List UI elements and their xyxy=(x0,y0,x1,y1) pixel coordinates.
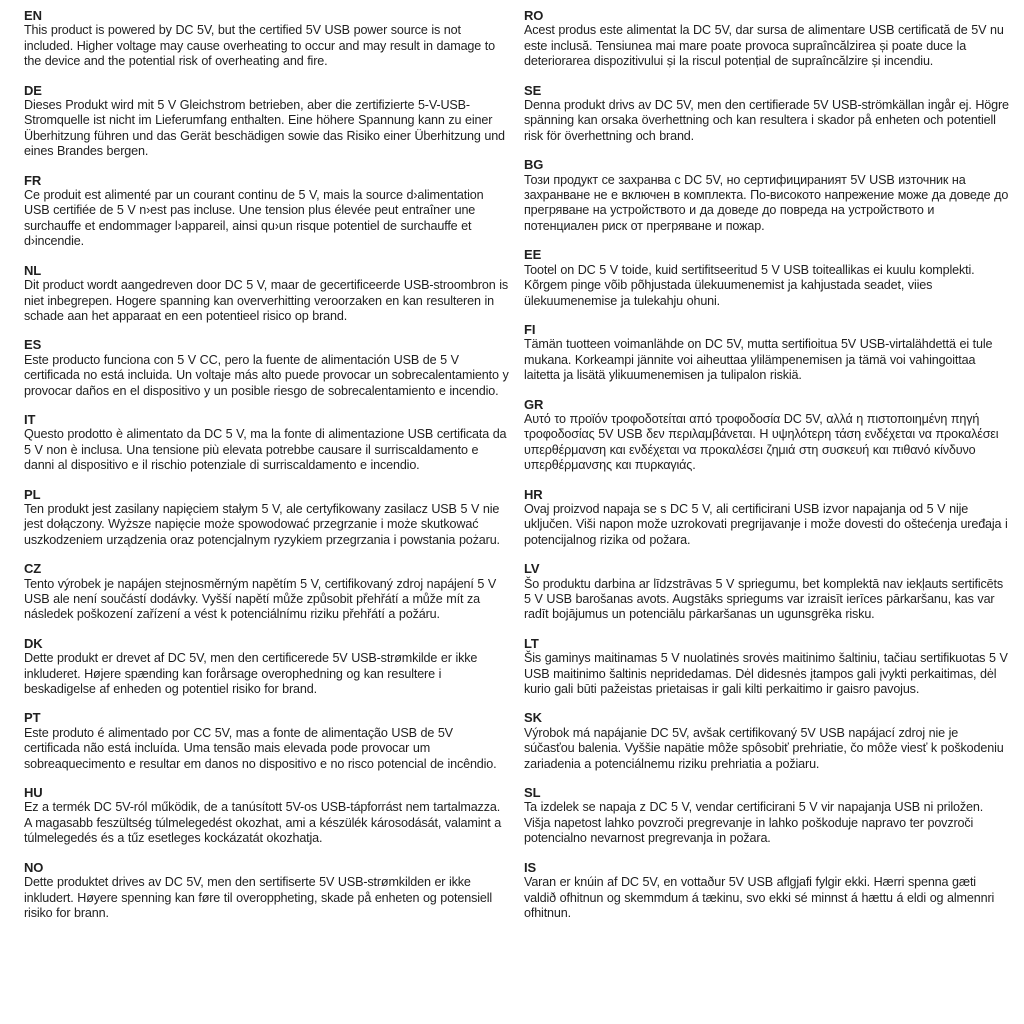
lang-text-se: Denna produkt drivs av DC 5V, men den certifierade 5V USB-strömkällan ingår ej. Högre spänning kan orsaka överhettning och kan resultera i skador på enheten och potentiell risk för överhettning och brand. xyxy=(524,98,1009,143)
lang-section-es xyxy=(24,337,510,399)
lang-section-pl xyxy=(24,487,510,549)
lang-code-gr: GR xyxy=(524,396,544,412)
lang-text-pl: Ten produkt jest zasilany napięciem stałym 5 V, ale certyfikowany zasilacz USB 5 V nie jest dołączony. Wyższe napięcie może spowodować przegrzanie i może skutkować uszkodzeniem urządzenia oraz potencjalnym ryzykiem przegrzania i powstania pożaru. xyxy=(24,501,500,547)
lang-text-bg: Този продукт се захранва с DC 5V, но сертифицираният 5V USB източник на захранване не е включен в комплекта. По-високото напрежение може да доведе до прегряване на устройството и да доведе до повреда на устройството и потенциален риск от прегряване и пожар. xyxy=(524,172,1009,233)
lang-text-hr: Ovaj proizvod napaja se s DC 5 V, ali certificirani USB izvor napajanja od 5 V nije uključen. Viši napon može uzrokovati pregrijavanje i može dovesti do oštećenja uređaja i potencijalnog rizika od požara. xyxy=(524,501,1008,547)
lang-section-fi xyxy=(524,322,1010,384)
lang-section-sl xyxy=(524,785,1010,847)
lang-section-lv xyxy=(524,561,1010,623)
lang-code-it: IT xyxy=(24,411,36,427)
lang-code-cz: CZ xyxy=(24,561,42,577)
lang-text-ee: Tootel on DC 5 V toide, kuid sertifitseeritud 5 V USB toiteallikas ei kuulu komplekti. Kõrgem pinge võib põhjustada ülekuumenemist ja kahjustada seadet, viies ülekuumenemise ja tulekahju ohuni. xyxy=(524,262,975,308)
lang-code-de: DE xyxy=(24,82,42,98)
lang-text-pt: Este produto é alimentado por CC 5V, mas a fonte de alimentação USB de 5V certificada não está incluída. Uma tensão mais elevada pode provocar um sobreaquecimento e resultar em danos no dispositivo e no risco potencial de incêndio. xyxy=(24,725,497,771)
lang-section-ro xyxy=(524,8,1010,70)
lang-code-ro: RO xyxy=(524,8,544,23)
lang-text-no: Dette produktet drives av DC 5V, men den sertifiserte 5V USB-strømkilden er ikke inkludert. Høyere spenning kan føre til overoppheting, skade på enheten og potensiell risiko for brann. xyxy=(24,875,493,920)
lang-text-es: Este producto funciona con 5 V CC, pero la fuente de alimentación USB de 5 V certificada no está incluida. Un voltaje más alto puede provocar un sobrecalentamiento y provocar daños en el dispositivo y un posible riesgo de sobrecalentamiento e incendio. xyxy=(24,352,509,398)
lang-section-ee xyxy=(524,247,1010,309)
lang-text-sl: Ta izdelek se napaja z DC 5 V, vendar certificirani 5 V vir napajanja USB ni priložen. Višja napetost lahko povzroči pregrevanje in lahko poškoduje napravo ter povzroči potencialno nevarnost pregrevanja in požara. xyxy=(524,800,984,846)
lang-code-fi: FI xyxy=(524,321,536,337)
lang-text-ro: Acest produs este alimentat la DC 5V, dar sursa de alimentare USB certificată de 5V nu este inclusă. Tensiunea mai mare poate provoca supraîncălzirea și poate duce la deteriorarea dispozitivului și la riscul potențial de supraîncălzire și incendiu. xyxy=(524,23,1004,69)
lang-section-en xyxy=(24,8,510,70)
lang-section-cz xyxy=(24,561,510,623)
left-column xyxy=(24,8,510,1024)
right-column xyxy=(524,8,1010,1024)
lang-code-is: IS xyxy=(524,859,537,875)
lang-code-lv: LV xyxy=(524,561,540,577)
lang-section-dk xyxy=(24,636,510,698)
lang-code-hr: HR xyxy=(524,486,543,502)
lang-section-it xyxy=(24,412,510,474)
lang-code-en: EN xyxy=(24,8,42,23)
lang-section-fr xyxy=(24,173,510,250)
lang-code-sl: SL xyxy=(524,785,541,801)
lang-code-pt: PT xyxy=(24,710,41,726)
lang-text-fi: Tämän tuotteen voimanlähde on DC 5V, mutta sertifioitua 5V USB-virtalähdettä ei tule mukana. Korkeampi jännite voi aiheuttaa ylilämpenemisen ja tämä voi vahingoittaa laitetta ja lisätä ylikuumenemisen ja tulipalon riskiä. xyxy=(524,337,993,383)
lang-code-pl: PL xyxy=(24,486,41,502)
lang-section-bg xyxy=(524,157,1010,234)
lang-code-lt: LT xyxy=(524,635,539,651)
lang-code-fr: FR xyxy=(24,172,42,188)
lang-section-lt xyxy=(524,636,1010,698)
lang-text-gr: Αυτό το προϊόν τροφοδοτείται από τροφοδοσία DC 5V, αλλά η πιστοποιημένη πηγή τροφοδοσίας 5V USB δεν περιλαμβάνεται. Η υψηλότερη τάση ενδέχεται να προκαλέσει υπερθέρμανση και ενδέχεται να προκαλέσει ζημιά στη συσκευή και πιθανό κίνδυνο υπερθέρμανσης και πυρκαγιάς. xyxy=(524,411,999,473)
lang-code-se: SE xyxy=(524,82,542,98)
lang-section-sk xyxy=(524,710,1010,772)
lang-section-gr xyxy=(524,397,1010,474)
lang-text-fr: Ce produit est alimenté par un courant continu de 5 V, mais la source d›alimentation USB certifiée de 5 V n›est pas incluse. Une tension plus élevée peut entraîner une surchauffe et endommager l›appareil, ainsi qu›un risque potentiel de surchauffe et d›incendie. xyxy=(24,188,484,249)
lang-code-sk: SK xyxy=(524,710,542,726)
lang-text-en: This product is powered by DC 5V, but the certified 5V USB power source is not included. Higher voltage may cause overheating to occur and may result in damage to the device and the potential risk of overheating and fire. xyxy=(24,23,495,69)
lang-text-it: Questo prodotto è alimentato da DC 5 V, ma la fonte di alimentazione USB certificata da 5 V non è inclusa. Una tensione più elevata potrebbe causare il surriscaldamento e danni al dispositivo e il rischio potenziale di surriscaldamento e incendio. xyxy=(24,427,507,473)
lang-text-nl: Dit product wordt aangedreven door DC 5 V, maar de gecertificeerde USB-stroombron is niet inbegrepen. Hogere spanning kan oververhitting veroorzaken en kan resulteren in schade aan het apparaat en een potentieel risico op brand. xyxy=(24,278,509,323)
lang-text-lt: Šis gaminys maitinamas 5 V nuolatinės srovės maitinimo šaltiniu, tačiau sertifikuotas 5 V USB maitinimo šaltinis nepridedamas. Dėl didesnės įtampos gali įvykti perkaitimas, dėl kurio gali būti pažeistas prietaisas ir gali kilti perkaitimo ir gaisro pavojus. xyxy=(524,651,1008,697)
lang-code-hu: HU xyxy=(24,785,43,801)
lang-text-dk: Dette produkt er drevet af DC 5V, men den certificerede 5V USB-strømkilde er ikke inkluderet. Højere spænding kan forårsage overophedning og kan resultere i beskadigelse af enheden og potentiel risiko for brand. xyxy=(24,651,478,697)
lang-text-cz: Tento výrobek je napájen stejnosměrným napětím 5 V, certifikovaný zdroj napájení 5 V USB ale není součástí dodávky. Vyšší napětí může způsobit přehřátí a může mít za následek poškození zařízení a vést k potenciálnímu riziku přehřátí a požáru. xyxy=(24,576,497,622)
lang-section-se xyxy=(524,83,1010,145)
lang-text-hu: Ez a termék DC 5V-ról működik, de a tanúsított 5V-os USB-tápforrást nem tartalmazza. A magasabb feszültség túlmelegedést okozhat, ami a készülék károsodását, valamint a túlmelegedés és a tűz esetleges kockázatát okozhatja. xyxy=(24,800,502,846)
lang-code-no: NO xyxy=(24,859,44,875)
lang-text-is: Varan er knúin af DC 5V, en vottaður 5V USB aflgjafi fylgir ekki. Hærri spenna gæti valdið ofhitnun og skemmdum á tækinu, svo ekki sé minnst á hættu á eldi og almennri ofhitnun. xyxy=(524,875,995,920)
lang-code-bg: BG xyxy=(524,157,544,173)
lang-section-hr xyxy=(524,487,1010,549)
lang-text-lv: Šo produktu darbina ar līdzstrāvas 5 V spriegumu, bet komplektā nav iekļauts sertificēts 5 V USB barošanas avots. Augstāks spriegums var izraisīt ierīces pārkaršanu, kas var radīt bojājumus un potenciālu pārkaršanas un ugunsgrēka risku. xyxy=(524,576,1003,622)
lang-code-dk: DK xyxy=(24,635,43,651)
lang-section-nl xyxy=(24,263,510,325)
lang-code-ee: EE xyxy=(524,247,542,263)
lang-text-sk: Výrobok má napájanie DC 5V, avšak certifikovaný 5V USB napájací zdroj nie je súčasťou balenia. Vyššie napätie môže spôsobiť prehriatie, čo môže viesť k poškodeniu zariadenia a potenciálnemu riziku prehriatia a požiaru. xyxy=(524,725,1004,771)
lang-code-nl: NL xyxy=(24,262,42,278)
lang-text-de: Dieses Produkt wird mit 5 V Gleichstrom betrieben, aber die zertifizierte 5-V-USB-Stromquelle ist nicht im Lieferumfang enthalten. Eine höhere Spannung kann zu einer Überhitzung führen und das Gerät beschädigen sowie das Risiko einer Überhitzung und eines Brandes bergen. xyxy=(24,98,505,159)
lang-code-es: ES xyxy=(24,337,42,353)
lang-section-hu xyxy=(24,785,510,847)
lang-section-pt xyxy=(24,710,510,772)
lang-section-is xyxy=(524,860,1010,922)
lang-section-no xyxy=(24,860,510,922)
lang-section-de xyxy=(24,83,510,160)
